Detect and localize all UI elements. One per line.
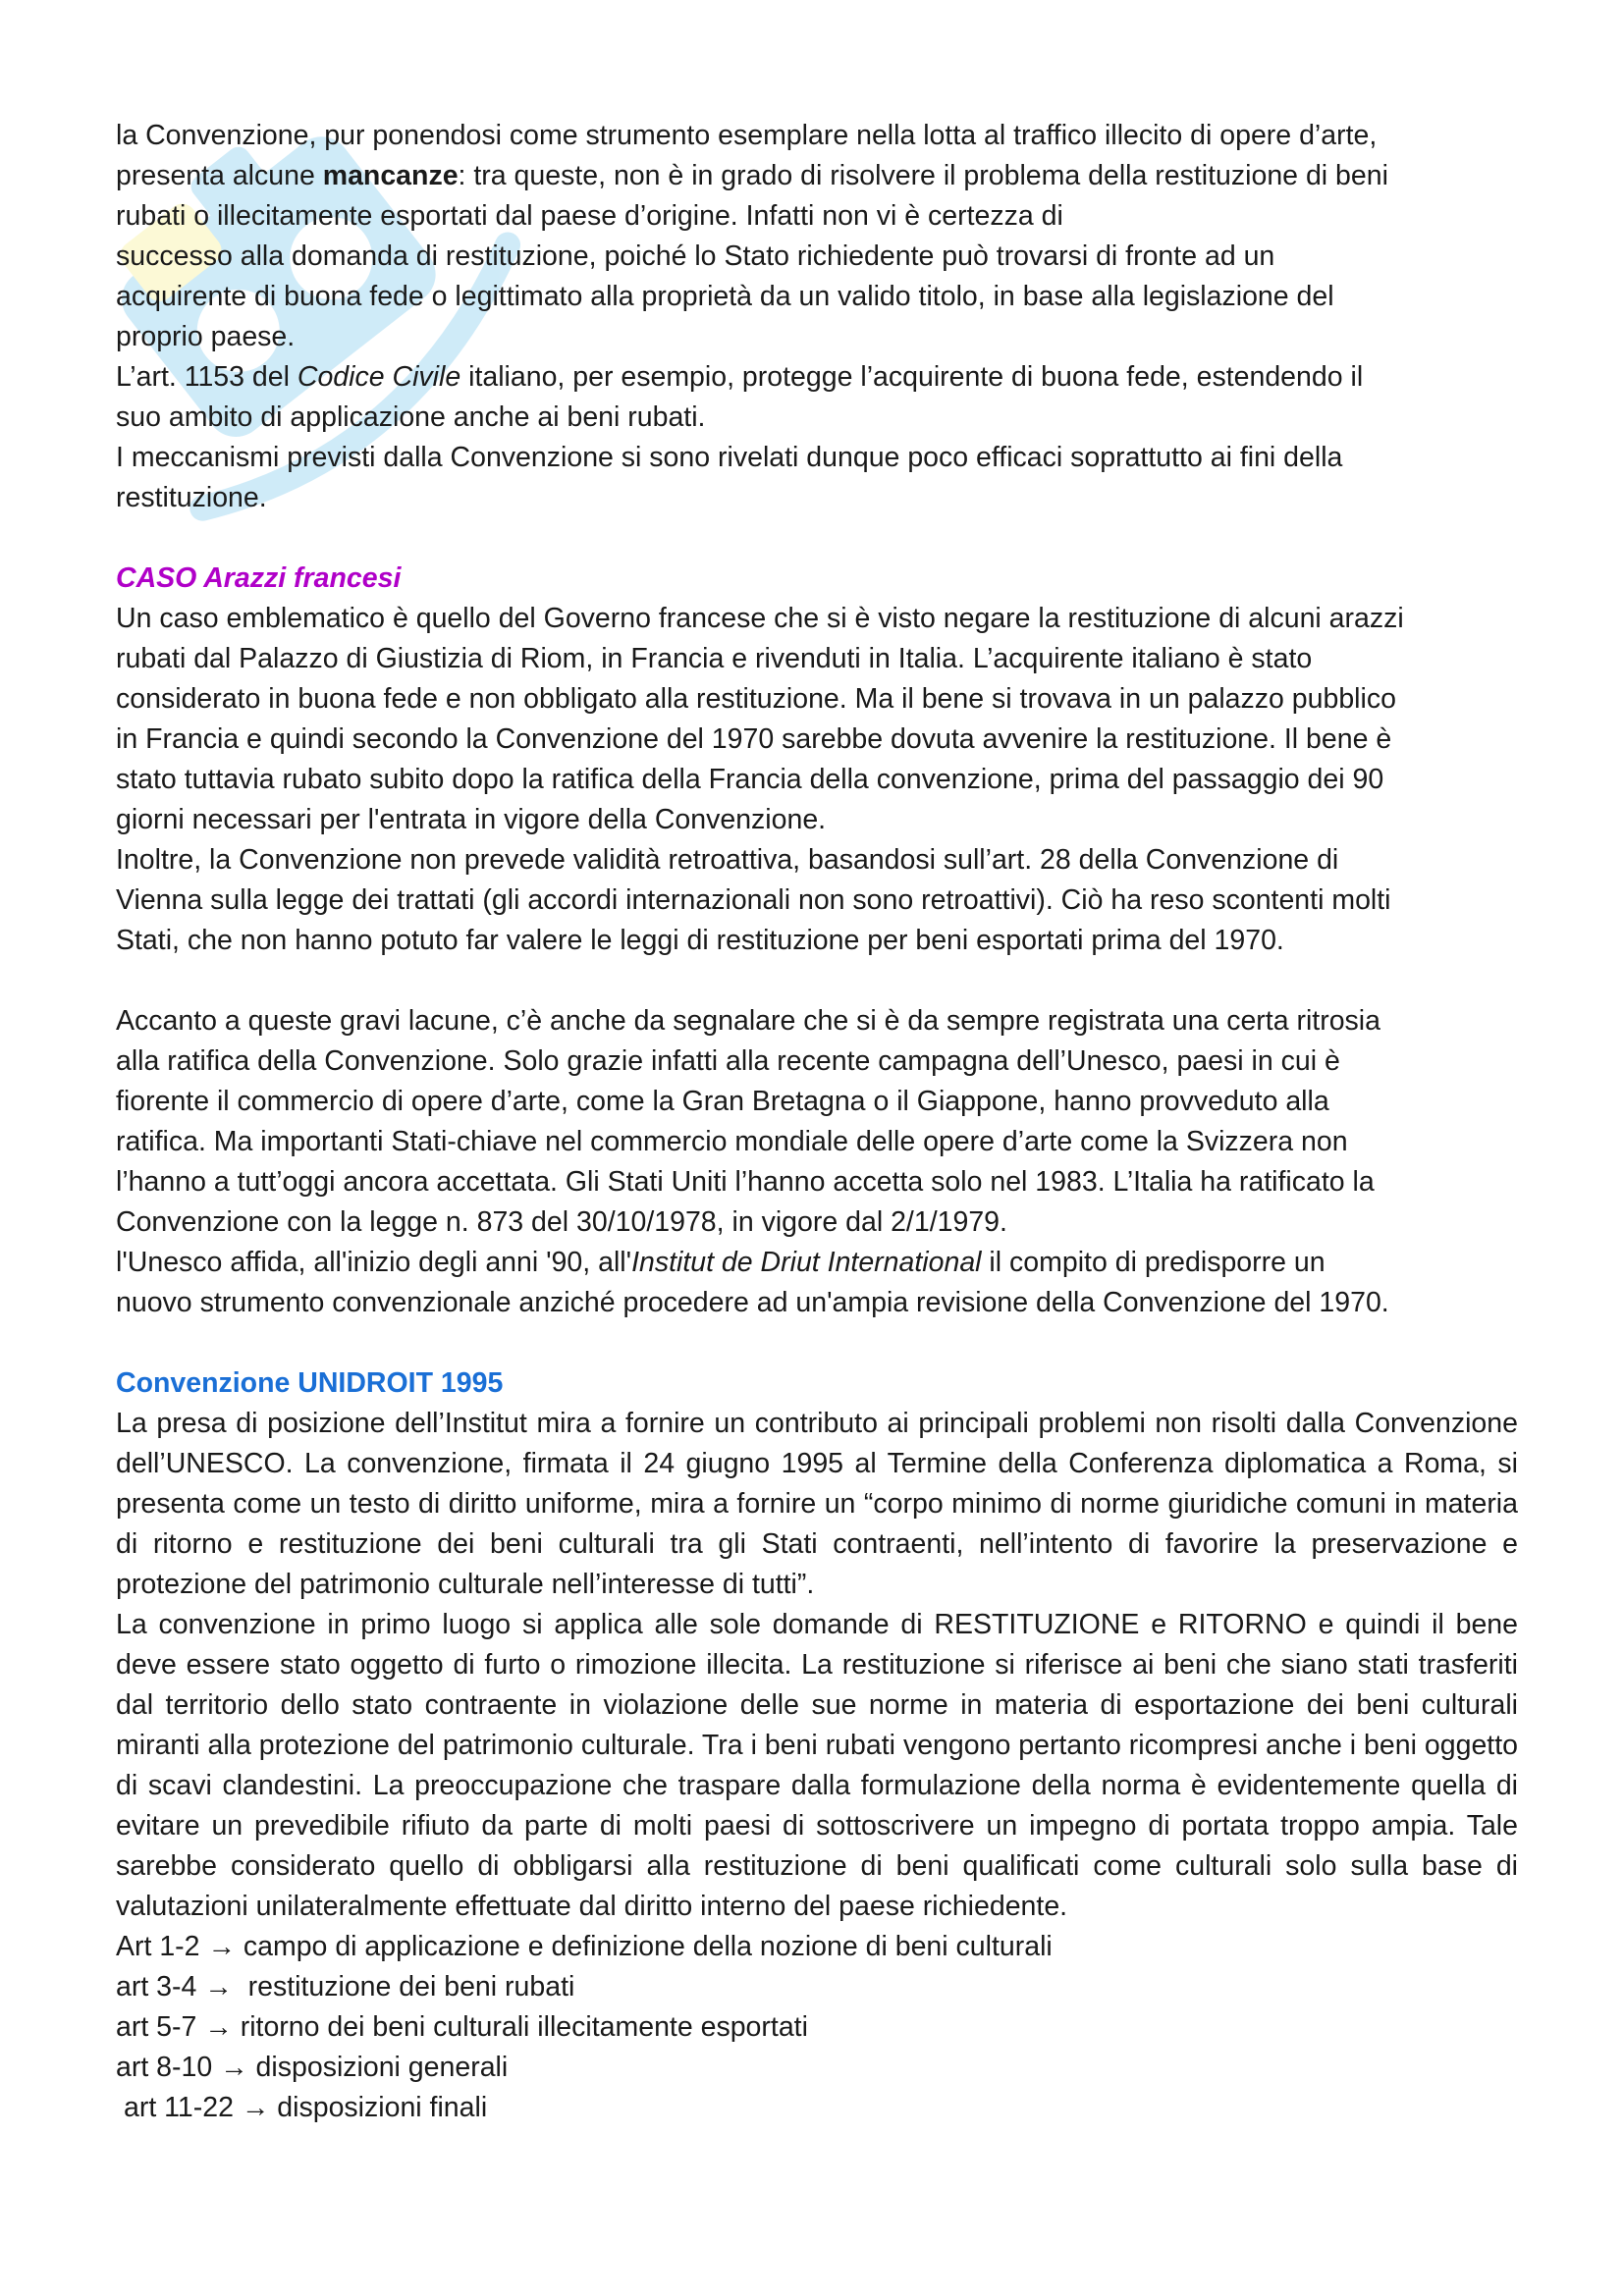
italic-term-institut: Institut de Driut International bbox=[631, 1247, 982, 1278]
paragraph-gap bbox=[116, 1323, 1518, 1363]
text-line: nuovo strumento convenzionale anziché procedere ad un'ampia revisione della Convenzione del 1970. bbox=[116, 1287, 1389, 1318]
text-line bbox=[116, 156, 1518, 196]
text-line: successo alla domanda di restituzione, poiché lo Stato richiedente può trovarsi di fronte ad un bbox=[116, 240, 1275, 272]
text-line: l’hanno a tutt’oggi ancora accettata. Gli Stati Uniti l’hanno accetta solo nel 1983. L’Italia ha ratificato la bbox=[116, 1166, 1375, 1198]
bold-term-mancanze: mancanze bbox=[322, 160, 459, 191]
italic-term-codice-civile: Codice Civile bbox=[297, 361, 461, 393]
text-line: Vienna sulla legge dei trattati (gli accordi internazionali non sono retroattivi). Ciò ha reso scontenti molti bbox=[116, 884, 1391, 916]
text-line: Inoltre, la Convenzione non prevede validità retroattiva, basandosi sull’art. 28 della Convenzione di bbox=[116, 844, 1339, 876]
text-line: in Francia e quindi secondo la Convenzione del 1970 sarebbe dovuta avvenire la restituzione. Il bene è bbox=[116, 723, 1392, 755]
text-span: L’art. 1153 del bbox=[116, 361, 298, 393]
text-line: fiorente il commercio di opere d’arte, come la Gran Bretagna o il Giappone, hanno provveduto alla bbox=[116, 1086, 1329, 1117]
article-list-item: art 8-10 → disposizioni generali bbox=[116, 2052, 509, 2083]
article-list-item: art 3-4 → restituzione dei beni rubati bbox=[116, 1971, 575, 2002]
text-span: : tra queste, non è in grado di risolvere il problema della restituzione di beni bbox=[458, 160, 1388, 191]
text-line bbox=[116, 1243, 1518, 1283]
text-line bbox=[116, 357, 1518, 398]
text-line: Un caso emblematico è quello del Governo francese che si è visto negare la restituzione di alcuni arazzi bbox=[116, 603, 1404, 634]
section-heading-unidroit: Convenzione UNIDROIT 1995 bbox=[116, 1367, 504, 1399]
text-line: suo ambito di applicazione anche ai beni rubati. bbox=[116, 401, 706, 433]
text-line: proprio paese. bbox=[116, 321, 296, 352]
intro-paragraph bbox=[116, 116, 1518, 518]
text-span: italiano, per esempio, protegge l’acquirente di buona fede, estendendo il bbox=[460, 361, 1364, 393]
text-span: l'Unesco affida, all'inizio degli anni '90, all' bbox=[116, 1247, 632, 1278]
text-line: ratifica. Ma importanti Stati-chiave nel commercio mondiale delle opere d’arte come la Svizzera non bbox=[116, 1126, 1348, 1157]
lacune-paragraph bbox=[116, 1001, 1518, 1323]
unidroit-paragraph-2: La convenzione in primo luogo si applica alle sole domande di RESTITUZIONE e RITORNO e quindi il bene deve essere stato oggetto di furto o rimozione illecita. La restituzione si riferisce ai beni che siano stati trasferiti dal territorio dello stato contraente in violazione delle sue norme in materia di esportazione dei beni culturali miranti alla protezione del patrimonio culturale. Tra i beni rubati vengono pertanto ricompresi anche i beni oggetto di scavi clandestini. La preoccupazione che traspare dalla formulazione della norma è evidentemente quella di evitare un prevedibile rifiuto da parte di molti paesi di sottoscrivere un impegno di portata troppo ampia. Tale sarebbe considerato quello di obbligarsi alla restituzione di beni qualificati come culturali solo sulla base di valutazioni unilateralmente effettuate dal diritto interno del paese richiedente. bbox=[116, 1609, 1518, 1922]
text-line: I meccanismi previsti dalla Convenzione si sono rivelati dunque poco efficaci soprattutto ai fini della bbox=[116, 442, 1343, 473]
document-page bbox=[116, 116, 1518, 2128]
text-span: il compito di predisporre un bbox=[981, 1247, 1325, 1278]
text-line: restituzione. bbox=[116, 482, 267, 513]
section-arazzi-francesi bbox=[116, 559, 1518, 961]
text-line: alla ratifica della Convenzione. Solo grazie infatti alla recente campagna dell’Unesco, paesi in cui è bbox=[116, 1045, 1340, 1077]
section-heading-arazzi: CASO Arazzi francesi bbox=[116, 562, 402, 594]
text-line: Stati, che non hanno potuto far valere le leggi di restituzione per beni esportati prima del 1970. bbox=[116, 925, 1284, 956]
article-list-item: Art 1-2 → campo di applicazione e definizione della nozione di beni culturali bbox=[116, 1931, 1053, 1962]
text-line: la Convenzione, pur ponendosi come strumento esemplare nella lotta al traffico illecito di opere d’arte, bbox=[116, 120, 1378, 151]
text-line: rubati dal Palazzo di Giustizia di Riom, in Francia e rivenduti in Italia. L’acquirente italiano è stato bbox=[116, 643, 1313, 674]
unidroit-paragraph-1: La presa di posizione dell’Institut mira a fornire un contributo ai principali problemi non risolti dalla Convenzione dell’UNESCO. La convenzione, firmata il 24 giugno 1995 al Termine della Conferenza diplomatica a Roma, si presenta come un testo di diritto uniforme, mira a fornire un “corpo minimo di norme giuridiche comuni in materia di ritorno e restituzione dei beni culturali tra gli Stati contraenti, nell’intento di favorire la preservazione e protezione del patrimonio culturale nell’interesse di tutti”. bbox=[116, 1408, 1518, 1600]
text-line: stato tuttavia rubato subito dopo la ratifica della Francia della convenzione, prima del passaggio dei 90 bbox=[116, 764, 1384, 795]
paragraph-gap bbox=[116, 961, 1518, 1001]
text-line: acquirente di buona fede o legittimato alla proprietà da un valido titolo, in base alla legislazione del bbox=[116, 281, 1334, 312]
text-line: giorni necessari per l'entrata in vigore della Convenzione. bbox=[116, 804, 827, 835]
text-line: Accanto a queste gravi lacune, c’è anche da segnalare che si è da sempre registrata una certa ritrosia bbox=[116, 1005, 1380, 1037]
text-line: Convenzione con la legge n. 873 del 30/10/1978, in vigore dal 2/1/1979. bbox=[116, 1206, 1007, 1238]
article-list-item: art 11-22 → disposizioni finali bbox=[124, 2092, 488, 2123]
paragraph-gap bbox=[116, 518, 1518, 559]
section-unidroit bbox=[116, 1363, 1518, 2128]
article-list-item: art 5-7 → ritorno dei beni culturali illecitamente esportati bbox=[116, 2011, 808, 2043]
text-span: presenta alcune bbox=[116, 160, 323, 191]
text-line: considerato in buona fede e non obbligato alla restituzione. Ma il bene si trovava in un palazzo pubblico bbox=[116, 683, 1396, 715]
text-line: rubati o illecitamente esportati dal paese d’origine. Infatti non vi è certezza di bbox=[116, 200, 1063, 232]
